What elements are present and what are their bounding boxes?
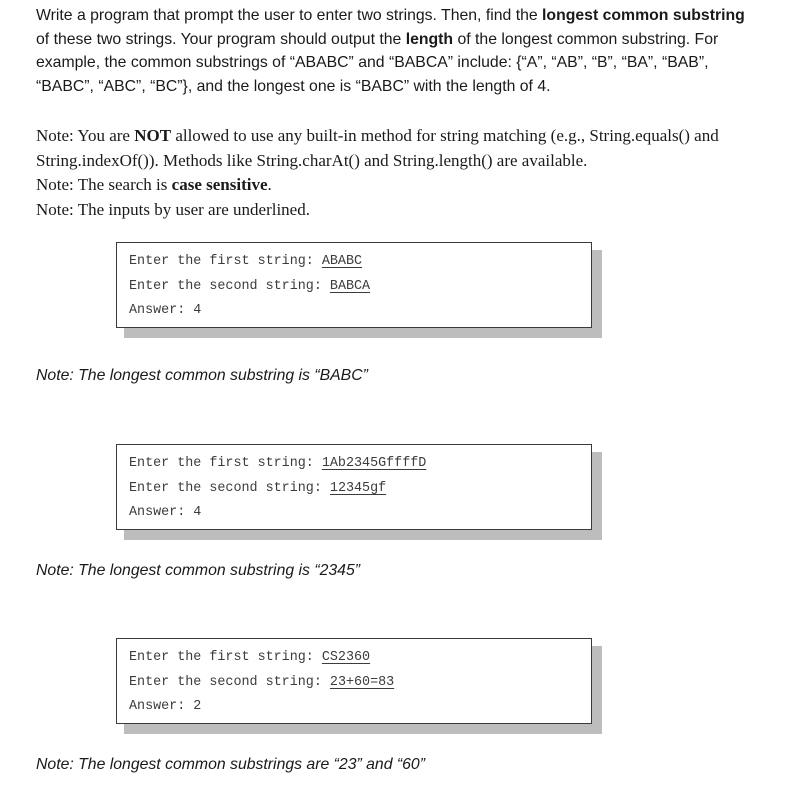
example-1-note: Note: The longest common substring is “BABC”: [36, 367, 368, 384]
example-3-note: Note: The longest common substrings are “23” and “60”: [36, 756, 425, 773]
console-line-first-string: Enter the first string: 1Ab2345GffffD: [129, 456, 427, 471]
user-input-first-string: ABABC: [321, 254, 363, 269]
note-underlined-inputs: Note: The inputs by user are underlined.: [36, 199, 310, 219]
note-bold-not: NOT: [134, 126, 172, 145]
console-line-second-string: Enter the second string: 12345gf: [129, 480, 387, 496]
console-line-first-string: Enter the first string: CS2360: [129, 650, 371, 665]
intro-text-2: of these two strings. Your program should output the: [36, 30, 406, 48]
console-line-first-string: Enter the first string: ABABC: [129, 254, 363, 269]
notes-section: [36, 124, 776, 222]
console-box: [116, 242, 592, 328]
example-2-console: [116, 444, 604, 542]
console-line-answer: Answer: 4: [129, 505, 202, 520]
user-input-first-string: CS2360: [321, 650, 371, 665]
intro-text-3: of the longest common substring. For example, the common substrings of “ABABC” and “BABCA” include: {“A”, “AB”, “B”, “BA”, “BAB”, “BABC”, “ABC”, “BC”}, and the longest one is “BABC” with the length of 4.: [36, 30, 719, 95]
note-builtin-methods: Note: You are NOT allowed to use any built-in method for string matching (e.g., String.equals() and String.indexOf()). Methods like String.charAt() and String.length() are available.: [36, 126, 719, 170]
user-input-second-string: 12345gf: [329, 480, 387, 496]
console-line-answer: Answer: 4: [129, 303, 202, 318]
user-input-second-string: BABCA: [329, 278, 371, 294]
user-input-first-string: 1Ab2345GffffD: [321, 456, 427, 471]
note-bold-case-sensitive: case sensitive: [171, 175, 268, 194]
console-line-answer: Answer: 2: [129, 699, 202, 714]
console-line-second-string: Enter the second string: BABCA: [129, 278, 371, 294]
example-1-console: [116, 242, 604, 340]
problem-statement: [36, 4, 756, 98]
console-box: [116, 444, 592, 530]
example-3-console: [116, 638, 604, 736]
intro-text-1: Write a program that prompt the user to enter two strings. Then, find the: [36, 7, 543, 24]
console-box: [116, 638, 592, 724]
console-line-second-string: Enter the second string: 23+60=83: [129, 674, 395, 690]
intro-bold-length: length: [405, 30, 454, 48]
user-input-second-string: 23+60=83: [329, 674, 395, 690]
note-case-sensitive: Note: The search is case sensitive.: [36, 175, 272, 194]
intro-bold-longest-common-substring: longest common substring: [542, 7, 745, 24]
example-2-note: Note: The longest common substring is “2345”: [36, 562, 360, 579]
